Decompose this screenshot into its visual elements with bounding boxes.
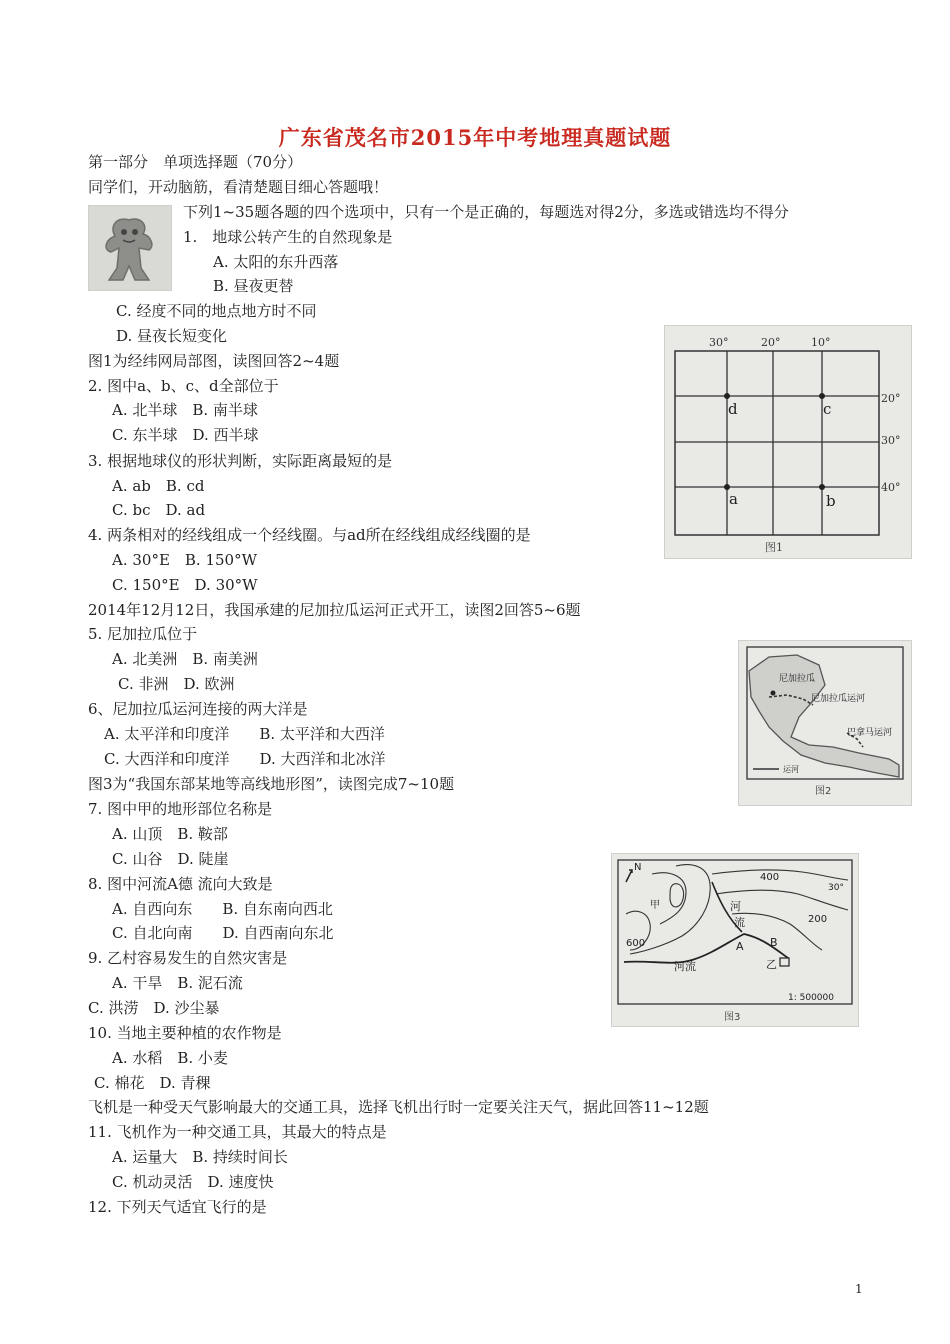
figure-3-caption: 图3 xyxy=(724,1012,741,1023)
option-9ab: A. 干旱 B. 泥石流 xyxy=(112,974,243,992)
option-1c: C. 经度不同的地点地方时不同 xyxy=(116,302,317,320)
lon-label-10: 10° xyxy=(811,336,831,349)
option-8cd: C. 自北向南 D. 自西南向东北 xyxy=(112,924,334,942)
lat-label-30: 30° xyxy=(828,883,844,893)
label-b: B xyxy=(770,936,778,949)
point-c: c xyxy=(823,400,832,418)
question-12: 12. 下列天气适宜飞行的是 xyxy=(88,1198,267,1216)
label-a: A xyxy=(736,940,744,953)
fig2-prompt: 2014年12月12日，我国承建的尼加拉瓜运河正式开工，读图2回答5~6题 xyxy=(88,601,581,619)
legend-canal: 运河 xyxy=(783,765,799,774)
option-4ab: A. 30°E B. 150°W xyxy=(112,551,258,569)
north-arrow: N xyxy=(634,862,642,873)
fig3-prompt: 图3为“我国东部某地等高线地形图”，读图完成7~10题 xyxy=(88,775,455,793)
contour-label-200: 200 xyxy=(808,914,828,925)
mascot-image xyxy=(88,205,172,291)
figure-3-contour-map xyxy=(611,853,859,1027)
question-9: 9. 乙村容易发生的自然灾害是 xyxy=(88,949,288,967)
instruction-text: 下列1~35题各题的四个选项中，只有一个是正确的，每题选对得2分，多选或错选均不得分 xyxy=(183,203,789,221)
label-nicaragua-canal: 尼加拉瓜运河 xyxy=(811,694,866,704)
option-11cd: C. 机动灵活 D. 速度快 xyxy=(112,1173,274,1191)
figure-2-caption: 图2 xyxy=(815,786,832,797)
label-nicaragua: 尼加拉瓜 xyxy=(779,674,816,684)
option-3ab: A. ab B. cd xyxy=(112,477,205,495)
option-2cd: C. 东半球 D. 西半球 xyxy=(112,426,259,444)
page-title: 广东省茂名市2015年中考地理真题试题 xyxy=(278,125,672,150)
option-6ab: A. 太平洋和印度洋 B. 太平洋和大西洋 xyxy=(104,725,385,743)
option-3cd: C. bc D. ad xyxy=(112,501,206,519)
intro-text: 同学们，开动脑筋，看清楚题目细心答题哦！ xyxy=(88,178,389,196)
question-2: 2. 图中a、b、c、d全部位于 xyxy=(88,377,279,395)
section-heading: 第一部分 单项选择题（70分） xyxy=(88,153,303,171)
label-yi: 乙 xyxy=(766,958,777,971)
option-1b: B. 昼夜更替 xyxy=(213,277,294,295)
point-d: d xyxy=(728,400,738,418)
option-9cd: C. 洪涝 D. 沙尘暴 xyxy=(88,999,220,1017)
option-7cd: C. 山谷 D. 陡崖 xyxy=(112,850,229,868)
figure-1-caption: 图1 xyxy=(765,541,783,554)
question-8: 8. 图中河流A德 流向大致是 xyxy=(88,875,273,893)
page-number: 1 xyxy=(855,1282,863,1296)
lat-label-20: 20° xyxy=(881,392,901,405)
option-5ab: A. 北美洲 B. 南美洲 xyxy=(112,650,258,668)
point-b: b xyxy=(826,492,836,510)
airplane-prompt: 飞机是一种受天气影响最大的交通工具，选择飞机出行时一定要关注天气，据此回答11~12题 xyxy=(88,1098,709,1116)
figure-2-map xyxy=(738,640,912,806)
option-7ab: A. 山顶 B. 鞍部 xyxy=(112,825,228,843)
question-11: 11. 飞机作为一种交通工具，其最大的特点是 xyxy=(88,1123,387,1141)
figure-1-graticule xyxy=(664,325,912,559)
contour-label-600: 600 xyxy=(626,938,646,949)
question-10: 10. 当地主要种植的农作物是 xyxy=(88,1024,282,1042)
question-1: 1. 地球公转产生的自然现象是 xyxy=(183,228,393,246)
lon-label-30: 30° xyxy=(709,336,729,349)
option-6cd: C. 大西洋和印度洋 D. 大西洋和北冰洋 xyxy=(104,750,386,768)
lat-label-30: 30° xyxy=(881,434,901,447)
option-10cd: C. 棉花 D. 青稞 xyxy=(94,1074,211,1092)
lat-label-40: 40° xyxy=(881,481,901,494)
option-1d: D. 昼夜长短变化 xyxy=(116,327,228,345)
question-4: 4. 两条相对的经线组成一个经线圈。与ad所在经线组成经线圈的是 xyxy=(88,526,531,544)
label-he: 河 xyxy=(730,900,741,913)
question-3: 3. 根据地球仪的形状判断，实际距离最短的是 xyxy=(88,452,393,470)
point-a: a xyxy=(729,490,738,508)
contour-label-400: 400 xyxy=(760,872,780,883)
option-5cd: C. 非洲 D. 欧洲 xyxy=(118,675,235,693)
label-river: 河流 xyxy=(674,960,696,973)
option-1a: A. 太阳的东升西落 xyxy=(213,253,339,271)
option-2ab: A. 北半球 B. 南半球 xyxy=(112,401,258,419)
option-8ab: A. 自西向东 B. 自东南向西北 xyxy=(112,900,333,918)
label-liu: 流 xyxy=(734,916,745,929)
question-6: 6、尼加拉瓜运河连接的两大洋是 xyxy=(88,700,308,718)
question-7: 7. 图中甲的地形部位名称是 xyxy=(88,800,273,818)
lon-label-20: 20° xyxy=(761,336,781,349)
label-jia: 甲 xyxy=(650,900,660,911)
fig1-prompt: 图1为经纬网局部图，读图回答2~4题 xyxy=(88,352,340,370)
option-4cd: C. 150°E D. 30°W xyxy=(112,576,258,594)
option-11ab: A. 运量大 B. 持续时间长 xyxy=(112,1148,288,1166)
question-5: 5. 尼加拉瓜位于 xyxy=(88,625,198,643)
option-10ab: A. 水稻 B. 小麦 xyxy=(112,1049,228,1067)
scale-label: 1: 500000 xyxy=(788,993,834,1003)
label-panama-canal: 巴拿马运河 xyxy=(847,728,893,738)
